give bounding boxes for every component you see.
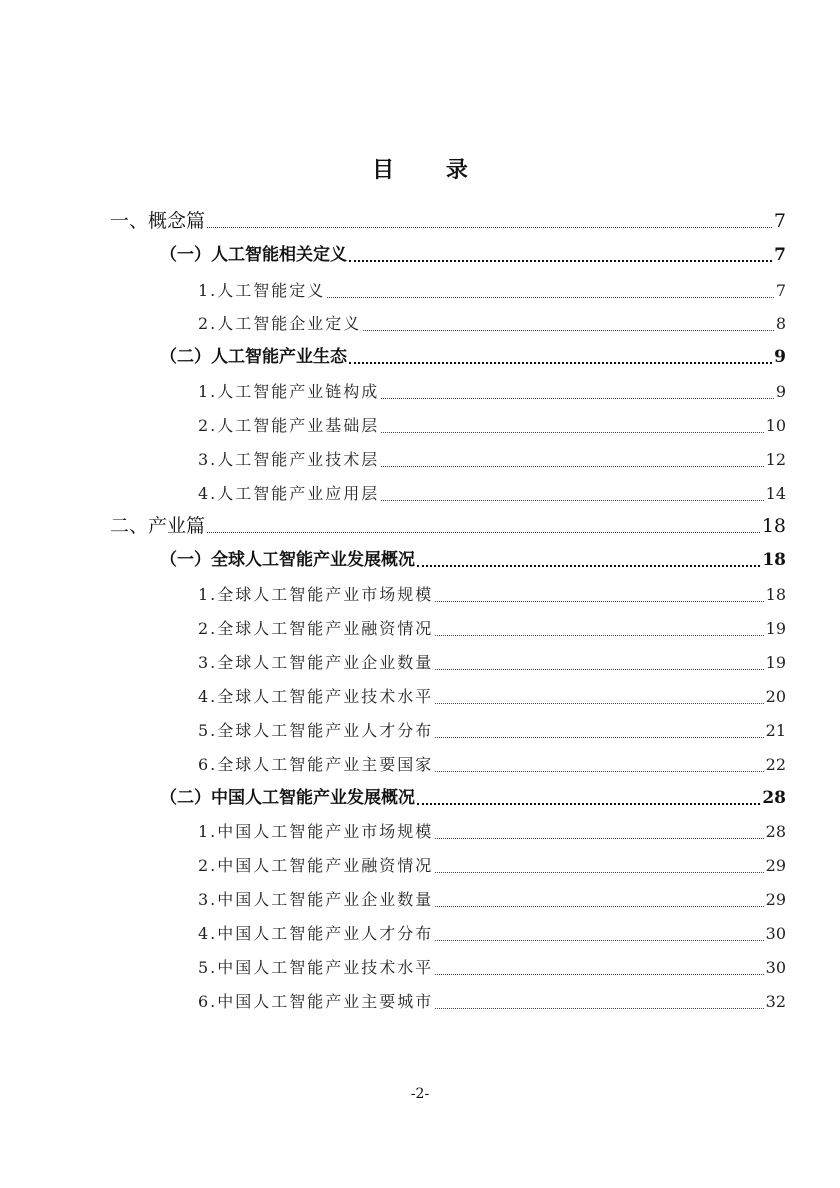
toc-entry-page: 19 <box>765 653 786 672</box>
toc-entry-page: 22 <box>765 755 786 774</box>
toc-entry-page: 7 <box>774 245 786 265</box>
toc-entry-label: 1.人工智能产业链构成 <box>198 382 380 401</box>
toc-entry-subsection[interactable] <box>198 616 786 642</box>
toc-entry-subsection[interactable] <box>198 447 786 473</box>
toc-entry-page: 12 <box>765 450 786 469</box>
toc-entry-label: 4.全球人工智能产业技术水平 <box>198 687 434 706</box>
dot-leader <box>435 634 763 636</box>
toc-entry-subsection[interactable] <box>198 921 786 947</box>
toc-entry-label: 2.人工智能产业基础层 <box>198 416 380 435</box>
toc-entry-page: 32 <box>765 992 786 1011</box>
toc-entry-label: 2.中国人工智能产业融资情况 <box>198 856 434 875</box>
dot-leader <box>435 939 763 941</box>
toc-entry-subsection[interactable] <box>198 582 786 608</box>
toc-entry-label: 3.中国人工智能产业企业数量 <box>198 890 434 909</box>
toc-entry-label: 5.中国人工智能产业技术水平 <box>198 958 434 977</box>
toc-entry-subsection[interactable] <box>198 752 786 778</box>
toc-entry-page: 19 <box>765 619 786 638</box>
toc-entry-label: 1.人工智能定义 <box>198 281 326 300</box>
dot-leader <box>435 600 763 602</box>
dot-leader <box>381 499 763 501</box>
toc-entry-subsection[interactable] <box>198 413 786 439</box>
dot-leader <box>381 397 774 399</box>
dot-leader <box>417 802 760 805</box>
toc-entry-page: 20 <box>765 687 786 706</box>
toc-entry-page: 21 <box>765 721 786 740</box>
dot-leader <box>349 259 772 262</box>
footer-page-number: -2- <box>410 1086 430 1102</box>
toc-entry-subsection[interactable] <box>198 481 786 507</box>
toc-entry-page: 30 <box>765 958 786 977</box>
dot-leader <box>435 1007 763 1009</box>
toc-entry-page: 18 <box>762 550 786 570</box>
toc-entry-subsection[interactable] <box>198 718 786 744</box>
toc-entry-label: 3.全球人工智能产业企业数量 <box>198 653 434 672</box>
dot-leader <box>435 905 763 907</box>
dot-leader <box>435 973 763 975</box>
dot-leader <box>435 770 763 772</box>
toc-entry-label: 6.中国人工智能产业主要城市 <box>198 992 434 1011</box>
toc-entry-subsection[interactable] <box>198 819 786 845</box>
toc-entry-label: 一、概念篇 <box>110 210 206 232</box>
toc-entry-subsection[interactable] <box>198 278 786 304</box>
toc-entry-label: 2.人工智能企业定义 <box>198 314 362 333</box>
dot-leader <box>435 837 763 839</box>
toc-entry-label: 5.全球人工智能产业人才分布 <box>198 721 434 740</box>
toc-entry-page: 28 <box>765 822 786 841</box>
toc-entry-page: 18 <box>761 515 786 537</box>
toc-entry-subsection[interactable] <box>198 853 786 879</box>
dot-leader <box>381 465 763 467</box>
toc-entry-page: 10 <box>765 416 786 435</box>
toc-entry-page: 8 <box>775 314 786 333</box>
toc-entry-label: 4.人工智能产业应用层 <box>198 484 380 503</box>
dot-leader <box>381 431 763 433</box>
toc-entry-label: 1.中国人工智能产业市场规模 <box>198 822 434 841</box>
toc-entry-label: 6.全球人工智能产业主要国家 <box>198 755 434 774</box>
toc-entry-page: 7 <box>775 281 786 300</box>
dot-leader <box>349 361 772 364</box>
toc-entry-subsection[interactable] <box>198 989 786 1015</box>
toc-entry-label: 1.全球人工智能产业市场规模 <box>198 585 434 604</box>
toc-entry-label: 2.全球人工智能产业融资情况 <box>198 619 434 638</box>
toc-entry-subsection[interactable] <box>198 887 786 913</box>
toc-entry-label: （二）人工智能产业生态 <box>160 347 347 367</box>
toc-entry-page: 18 <box>765 585 786 604</box>
toc-entry-page: 9 <box>774 347 786 367</box>
toc-entry-page: 9 <box>775 382 786 401</box>
toc-entry-section[interactable] <box>160 242 786 268</box>
toc-entry-page: 28 <box>762 788 786 808</box>
toc-entry-chapter[interactable] <box>110 208 786 234</box>
dot-leader <box>435 736 763 738</box>
toc-entry-subsection[interactable] <box>198 684 786 710</box>
toc-entry-chapter[interactable] <box>110 513 786 539</box>
toc-entry-section[interactable] <box>160 344 786 370</box>
toc-entry-page: 30 <box>765 924 786 943</box>
toc-entry-label: （一）人工智能相关定义 <box>160 245 347 265</box>
dot-leader <box>207 226 772 228</box>
dot-leader <box>327 296 774 298</box>
dot-leader <box>435 668 763 670</box>
dot-leader <box>435 871 763 873</box>
toc-entry-subsection[interactable] <box>198 379 786 405</box>
toc-entry-subsection[interactable] <box>198 650 786 676</box>
toc-entry-page: 29 <box>765 856 786 875</box>
dot-leader <box>435 702 763 704</box>
toc-entry-label: 二、产业篇 <box>110 515 206 537</box>
toc-entry-page: 29 <box>765 890 786 909</box>
page-title: 目 录 <box>372 157 490 183</box>
toc-entry-label: 3.人工智能产业技术层 <box>198 450 380 469</box>
toc-entry-label: （二）中国人工智能产业发展概况 <box>160 788 415 808</box>
toc-entry-subsection[interactable] <box>198 311 786 337</box>
dot-leader <box>363 329 774 331</box>
toc-entry-section[interactable] <box>160 547 786 573</box>
dot-leader <box>417 564 760 567</box>
toc-entry-subsection[interactable] <box>198 955 786 981</box>
toc-entry-section[interactable] <box>160 785 786 811</box>
toc-entry-page: 14 <box>765 484 786 503</box>
toc-entry-label: （一）全球人工智能产业发展概况 <box>160 550 415 570</box>
toc-entry-label: 4.中国人工智能产业人才分布 <box>198 924 434 943</box>
toc-entry-page: 7 <box>773 210 786 232</box>
dot-leader <box>207 531 760 533</box>
